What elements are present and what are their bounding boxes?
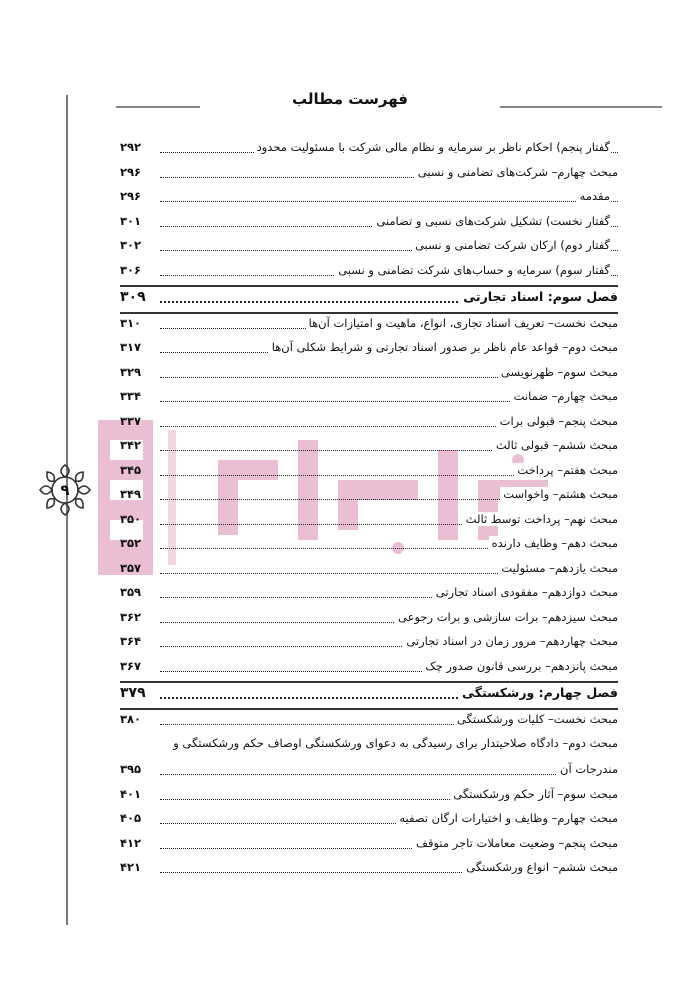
toc-entry-page: ۳۰۱ xyxy=(120,213,142,228)
toc-entry[interactable] xyxy=(120,559,618,584)
toc-entry[interactable] xyxy=(120,632,618,657)
toc-entry[interactable] xyxy=(120,710,618,735)
toc-entry[interactable] xyxy=(120,138,618,163)
toc-entry[interactable] xyxy=(120,387,618,412)
toc-entry[interactable] xyxy=(120,236,618,261)
toc-entry-title: مبحث دهم– وظایف دارنده xyxy=(489,536,618,550)
toc-entry-page: ۳۶۲ xyxy=(120,609,142,624)
toc-entry[interactable] xyxy=(120,785,618,810)
toc-entry-page: ۳۳۴ xyxy=(120,389,142,403)
toc-entry-title: مبحث دوم– قواعد عام ناظر بر صدور اسناد تجارتی و شرایط شکلی آن‌ها xyxy=(269,340,618,354)
toc-entry-title: مبحث یازدهم– مسئولیت xyxy=(498,561,618,575)
toc-entry-page: ۳۴۹ xyxy=(120,487,142,501)
toc-entry[interactable] xyxy=(120,657,618,682)
toc-entry-title: مبحث نخست– کلیات ورشکستگی xyxy=(454,712,618,726)
toc-entry[interactable] xyxy=(120,834,618,859)
toc-entry-title: گفتار سوم) سرمایه و حساب‌های شرکت تضامنی و نسبی xyxy=(335,263,610,277)
toc-entry[interactable] xyxy=(120,163,618,188)
toc-entry-title: مبحث سیزدهم– برات سازشی و برات رجوعی xyxy=(395,610,618,624)
toc-entry-page: ۳۵۲ xyxy=(120,536,142,550)
toc-entry-title: مبحث پنجم– وضعیت معاملات تاجر متوقف xyxy=(413,836,618,850)
toc-entry-page: ۴۲۱ xyxy=(120,860,142,874)
toc-entry[interactable] xyxy=(120,734,618,760)
dot-leader xyxy=(160,201,618,202)
toc-entry[interactable] xyxy=(120,583,618,608)
toc-chapter-entry[interactable] xyxy=(120,287,618,312)
toc-entry-page: ۲۹۶ xyxy=(120,189,142,203)
toc-entry-page: ۳۱۷ xyxy=(120,340,142,354)
toc-entry-title: مبحث هفتم– پرداخت xyxy=(514,463,618,477)
toc-entry[interactable] xyxy=(120,485,618,510)
toc-entry-page: ۳۲۹ xyxy=(120,364,142,379)
toc-entry-page: ۳۹۵ xyxy=(120,762,142,776)
table-of-contents xyxy=(120,138,618,883)
toc-entry-page: ۳۷۹ xyxy=(120,685,146,701)
toc-entry-title: مبحث دوم– دادگاه صلاحیتدار برای رسیدگی به دعوای ورشکستگی اوصاف حکم ورشکستگی و xyxy=(170,736,618,750)
toc-entry-page: ۳۳۷ xyxy=(120,413,142,428)
toc-entry[interactable] xyxy=(120,436,618,461)
page-title: فهرست مطالب xyxy=(200,90,500,108)
toc-entry-page: ۳۰۶ xyxy=(120,262,142,277)
toc-entry-title: گفتار پنجم) احکام ناظر بر سرمایه و نظام مالی شرکت با مسئولیت محدود xyxy=(254,140,610,154)
toc-entry-page: ۳۰۲ xyxy=(120,238,142,252)
toc-entry-page: ۳۴۵ xyxy=(120,462,142,477)
toc-entry-title: مبحث نخست– تعریف اسناد تجاری، انواع، ماهیت و امتیازات آن‌ها xyxy=(306,316,618,330)
toc-entry[interactable] xyxy=(120,760,618,785)
toc-entry-title: مقدمه xyxy=(577,189,610,203)
toc-entry-title: مبحث چهارم– ضمانت xyxy=(511,389,618,403)
toc-entry[interactable] xyxy=(120,261,618,286)
toc-entry-title: مبحث نهم– پرداخت توسط ثالث xyxy=(463,512,618,526)
toc-entry-title: مبحث ششم– قبولی ثالث xyxy=(493,438,618,452)
toc-entry[interactable] xyxy=(120,212,618,237)
toc-entry-title: مبحث سوم– ظهرنویسی xyxy=(498,365,618,379)
toc-entry-title: مبحث چهاردهم– مرور زمان در اسناد تجارتی xyxy=(403,634,618,648)
toc-entry-title: گفتار دوم) ارکان شرکت تضامنی و نسبی xyxy=(412,238,610,252)
toc-entry-page: ۳۶۷ xyxy=(120,658,142,673)
toc-entry-page: ۳۵۰ xyxy=(120,511,142,526)
toc-entry[interactable] xyxy=(120,534,618,559)
dot-leader xyxy=(160,774,618,775)
toc-entry-title: مبحث چهارم– وظایف و اختیارات ارگان تصفیه xyxy=(396,811,618,825)
toc-entry[interactable] xyxy=(120,187,618,212)
toc-entry[interactable] xyxy=(120,338,618,363)
toc-entry-page: ۳۵۷ xyxy=(120,560,142,575)
toc-entry-title: مبحث هشتم– واخواست xyxy=(500,487,618,501)
toc-entry-title: مبحث چهارم– شرکت‌های تضامنی و نسبی xyxy=(415,165,618,179)
toc-entry[interactable] xyxy=(120,314,618,339)
toc-entry-title: فصل چهارم: ورشکستگی xyxy=(459,685,618,700)
toc-entry[interactable] xyxy=(120,412,618,437)
toc-chapter-entry[interactable] xyxy=(120,683,618,708)
toc-entry-page: ۳۵۹ xyxy=(120,585,142,599)
toc-entry-page: ۲۹۶ xyxy=(120,164,142,179)
toc-entry[interactable] xyxy=(120,858,618,883)
toc-entry-page: ۴۰۵ xyxy=(120,811,142,825)
toc-entry-page: ۳۶۴ xyxy=(120,634,142,648)
toc-entry-page: ۴۱۲ xyxy=(120,835,142,850)
page-number-badge xyxy=(36,461,94,519)
page-number: ۹ xyxy=(60,481,70,499)
toc-entry[interactable] xyxy=(120,461,618,486)
toc-entry-title: مبحث پنجم– قبولی برات xyxy=(497,414,618,428)
toc-entry-title: مبحث دوازدهم– مفقودی اسناد تجارتی xyxy=(433,585,618,599)
toc-entry-title: مندرجات آن xyxy=(557,762,618,776)
toc-entry[interactable] xyxy=(120,809,618,834)
toc-entry-title: مبحث پانزدهم– بررسی قانون صدور چک xyxy=(422,659,618,673)
toc-entry-page: ۳۱۰ xyxy=(120,315,142,330)
toc-entry-page: ۳۰۹ xyxy=(120,289,146,305)
toc-entry-page: ۳۸۰ xyxy=(120,711,142,726)
toc-entry-page: ۴۰۱ xyxy=(120,786,142,801)
toc-entry-page: ۳۴۲ xyxy=(120,438,142,452)
toc-entry-title: گفتار نخست) تشکیل شرکت‌های نسبی و تضامنی xyxy=(373,214,610,228)
toc-entry[interactable] xyxy=(120,363,618,388)
toc-entry-page: ۲۹۲ xyxy=(120,140,142,154)
toc-entry-title: مبحث سوم– آثار حکم ورشکستگی xyxy=(450,787,618,801)
toc-entry[interactable] xyxy=(120,608,618,633)
toc-entry-title: مبحث ششم– انواع ورشکستگی xyxy=(463,860,618,874)
toc-entry[interactable] xyxy=(120,510,618,535)
toc-entry-title: فصل سوم: اسناد تجارتی xyxy=(460,289,618,304)
